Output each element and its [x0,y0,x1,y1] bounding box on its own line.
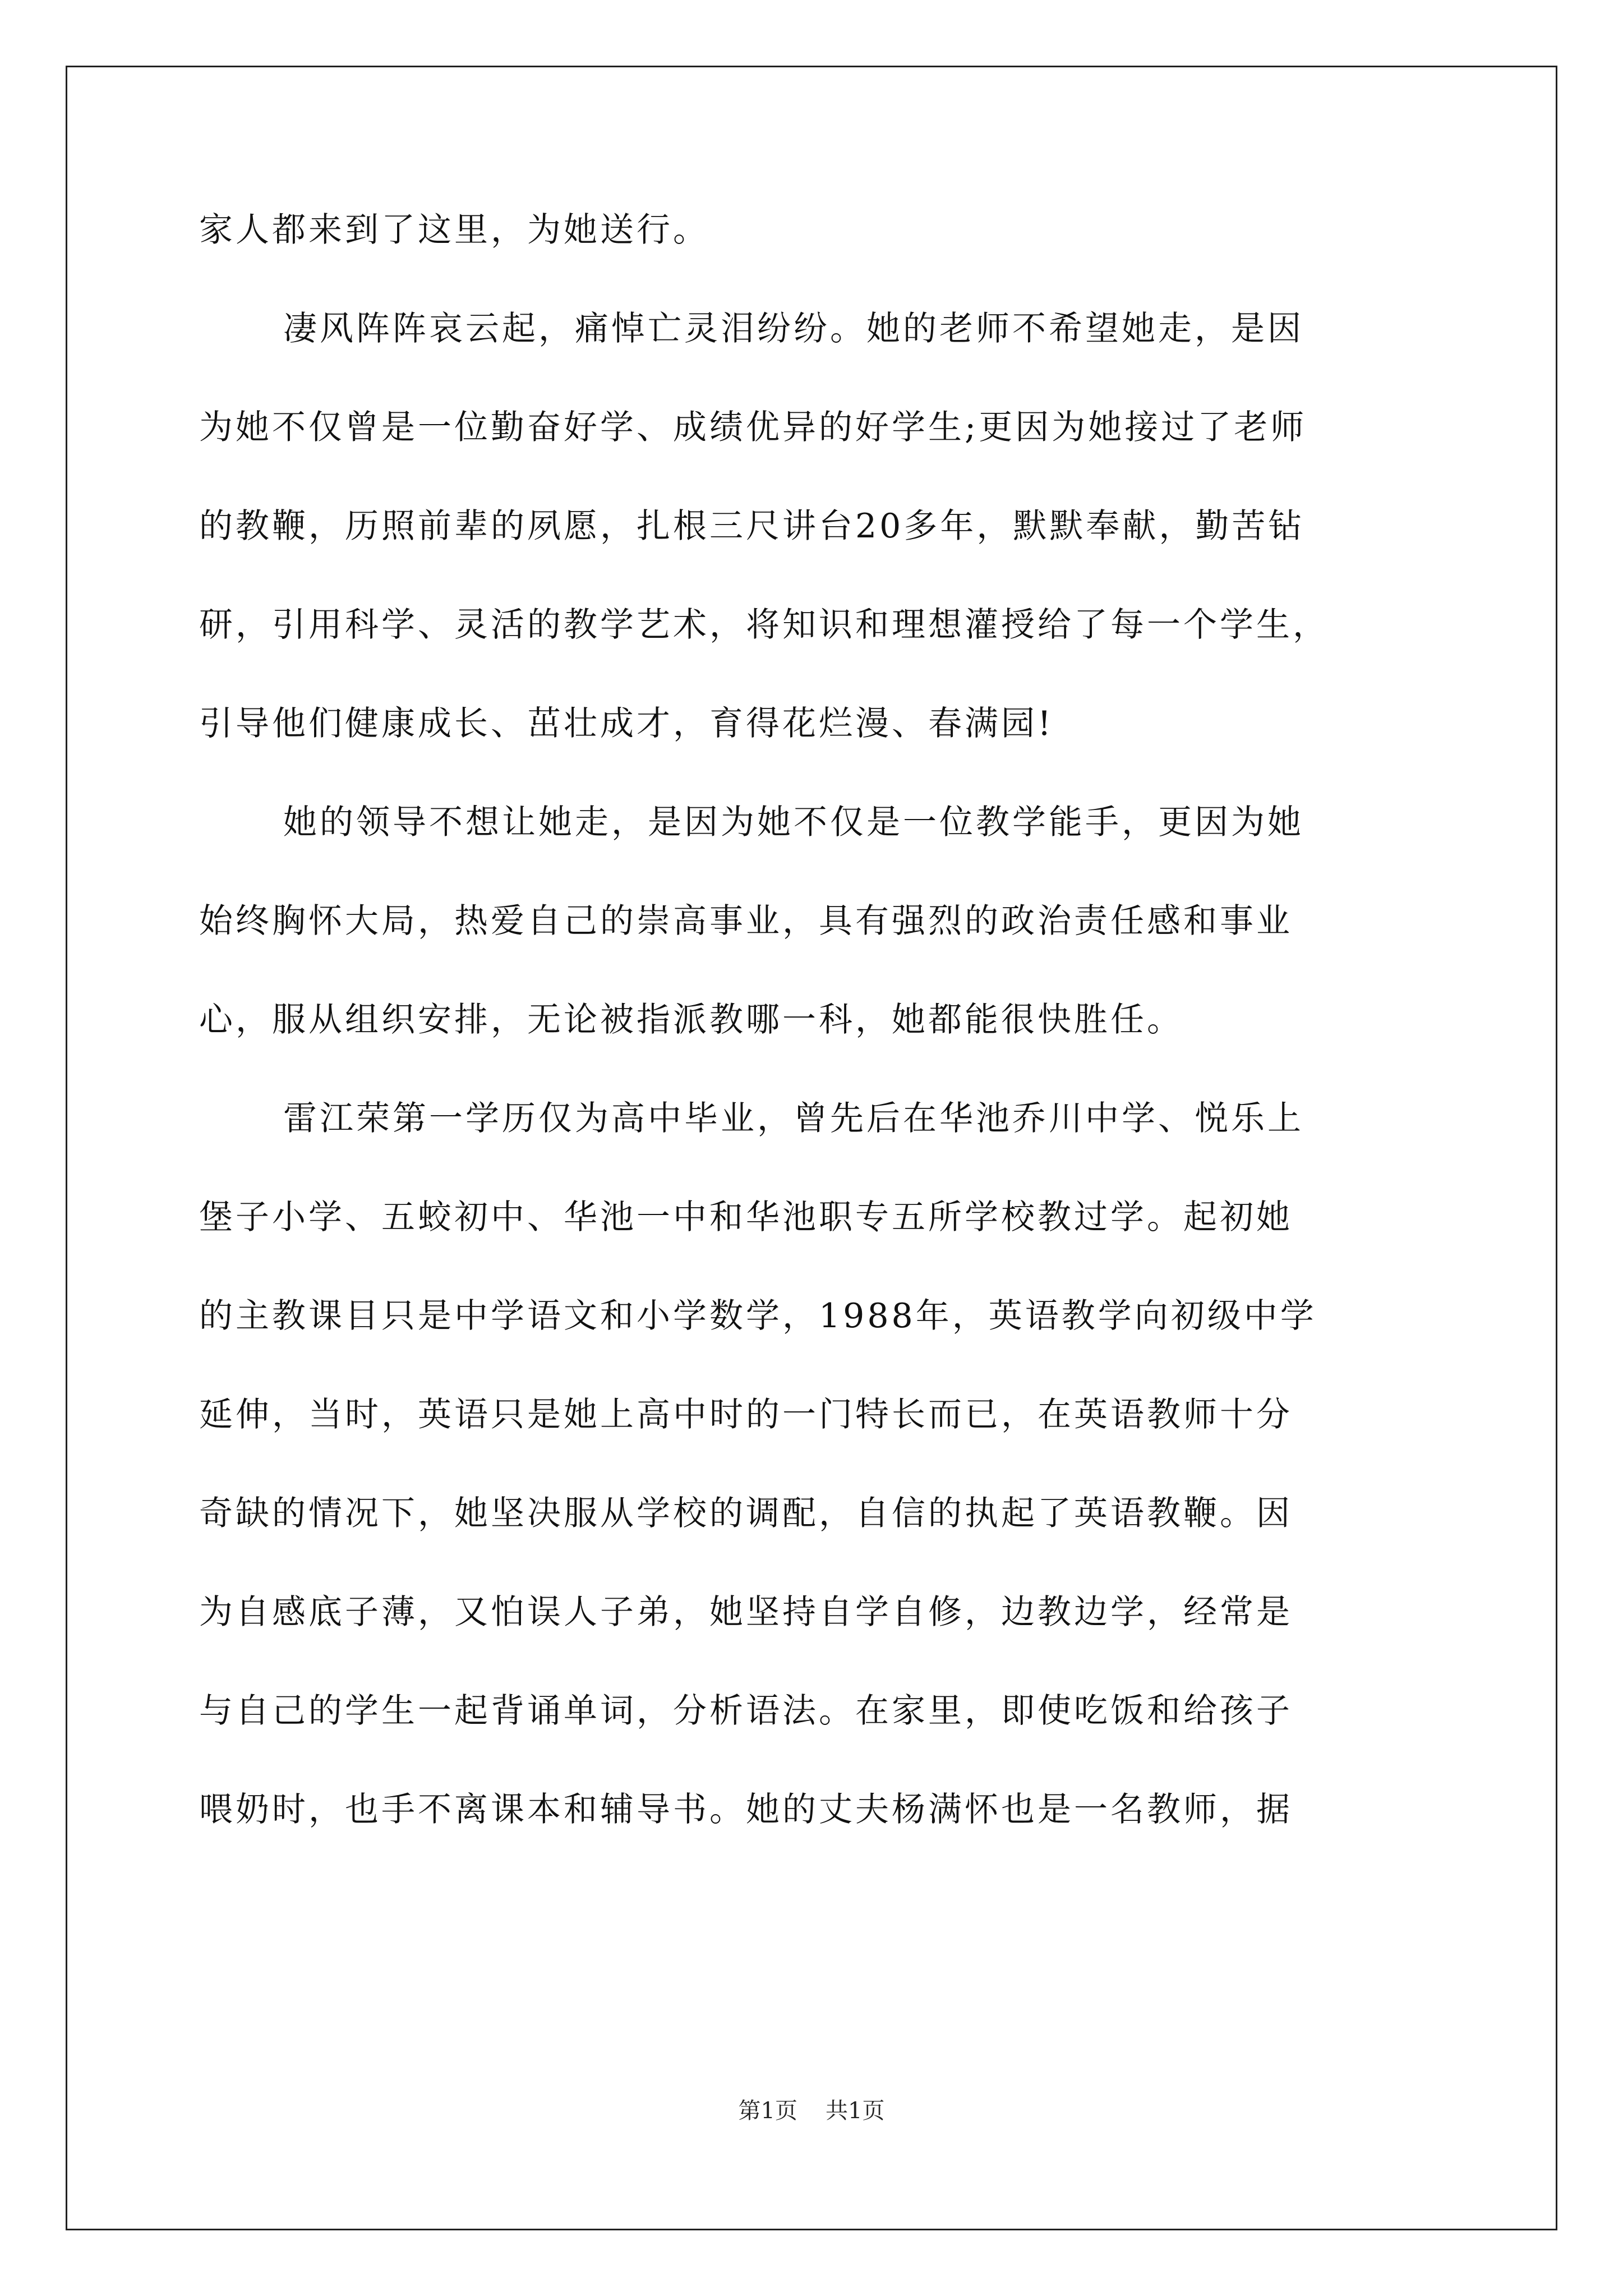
page-number: 第1页 [738,2098,797,2124]
text-line: 为自感底子薄，又怕误人子弟，她坚持自学自修，边教边学，经常是 [199,1593,1293,1632]
text-line: 研，引用科学、灵活的教学艺术，将知识和理想灌授给了每一个学生， [199,605,1329,645]
text-line: 的教鞭，历照前辈的夙愿，扎根三尺讲台20多年，默默奉献，勤苦钻 [199,507,1305,546]
text-line: 家人都来到了这里，为她送行。 [199,210,709,250]
paragraph-start-line: 雷江荣第一学历仅为高中毕业，曾先后在华池乔川中学、悦乐上 [283,1099,1304,1138]
text-line: 堡子小学、五蛟初中、华池一中和华池职专五所学校教过学。起初她 [199,1198,1293,1237]
text-line: 与自己的学生一起背诵单词，分析语法。在家里，即使吃饭和给孩子 [199,1691,1293,1731]
text-line: 奇缺的情况下，她坚决服从学校的调配，自信的执起了英语教鞭。因 [199,1494,1293,1533]
text-line: 延伸，当时，英语只是她上高中时的一门特长而已，在英语教师十分 [199,1395,1293,1434]
page-border [66,66,1557,2230]
paragraph-start-line: 凄风阵阵哀云起，痛悼亡灵泪纷纷。她的老师不希望她走，是因 [283,309,1304,348]
text-line: 喂奶时，也手不离课本和辅导书。她的丈夫杨满怀也是一名教师，据 [199,1790,1293,1829]
text-line: 心，服从组织安排，无论被指派教哪一科，她都能很快胜任。 [199,1000,1183,1039]
text-line: 为她不仅曾是一位勤奋好学、成绩优异的好学生;更因为她接过了老师 [199,408,1307,447]
page-total: 共1页 [826,2098,885,2124]
page-footer [0,2097,1623,2125]
text-line: 的主教课目只是中学语文和小学数学，1988年，英语教学向初级中学 [199,1296,1317,1336]
text-line: 引导他们健康成长、茁壮成才，育得花烂漫、春满园! [199,704,1054,743]
text-line: 始终胸怀大局，热爱自己的崇高事业，具有强烈的政治责任感和事业 [199,901,1293,941]
paragraph-start-line: 她的领导不想让她走，是因为她不仅是一位教学能手，更因为她 [283,803,1304,842]
